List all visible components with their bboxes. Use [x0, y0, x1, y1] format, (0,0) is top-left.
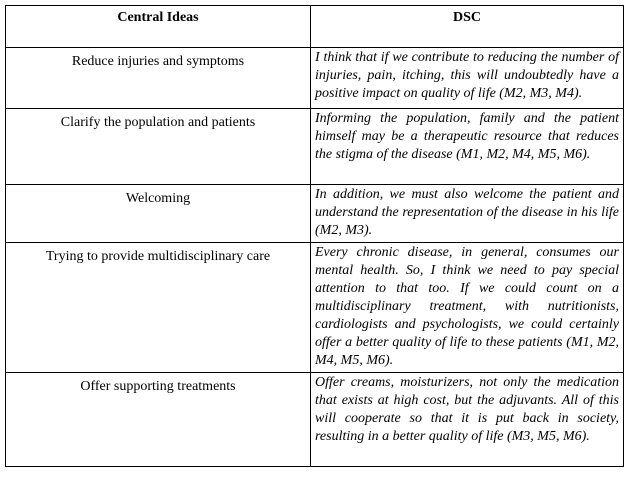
table-row — [6, 243, 624, 373]
dsc-cell: Every chronic disease, in general, consumes our mental health. So, I think we need to pay special attention to that too. If we could count on a multidisciplinary treatment, with nutritionists, cardiologists and psychologists, we could certainly offer a better quality of life to these patients (M1, M2, M4, M5, M6). — [311, 243, 624, 373]
dsc-cell: In addition, we must also welcome the patient and understand the representation of the disease in his life (M2, M3). — [311, 185, 624, 243]
table-row — [6, 109, 624, 185]
header-dsc: DSC — [311, 6, 624, 48]
header-central-ideas: Central Ideas — [6, 6, 311, 48]
central-idea-cell: Clarify the population and patients — [6, 109, 311, 185]
central-idea-cell: Trying to provide multidisciplinary care — [6, 243, 311, 373]
central-idea-cell: Reduce injuries and symptoms — [6, 48, 311, 109]
table-row — [6, 48, 624, 109]
dsc-cell: Informing the population, family and the patient himself may be a therapeutic resource that reduces the stigma of the disease (M1, M2, M4, M5, M6). — [311, 109, 624, 185]
dsc-cell: I think that if we contribute to reducing the number of injuries, pain, itching, this will undoubtedly have a positive impact on quality of life (M2, M3, M4). — [311, 48, 624, 109]
table-row — [6, 185, 624, 243]
table-header-row — [6, 6, 624, 48]
dsc-cell: Offer creams, moisturizers, not only the medication that exists at high cost, but the adjuvants. All of this will cooperate so that it is put back in society, resulting in a better quality of life (M3, M5, M6). — [311, 373, 624, 467]
central-idea-cell: Welcoming — [6, 185, 311, 243]
central-ideas-table — [5, 5, 624, 467]
table-row — [6, 373, 624, 467]
central-idea-cell: Offer supporting treatments — [6, 373, 311, 467]
